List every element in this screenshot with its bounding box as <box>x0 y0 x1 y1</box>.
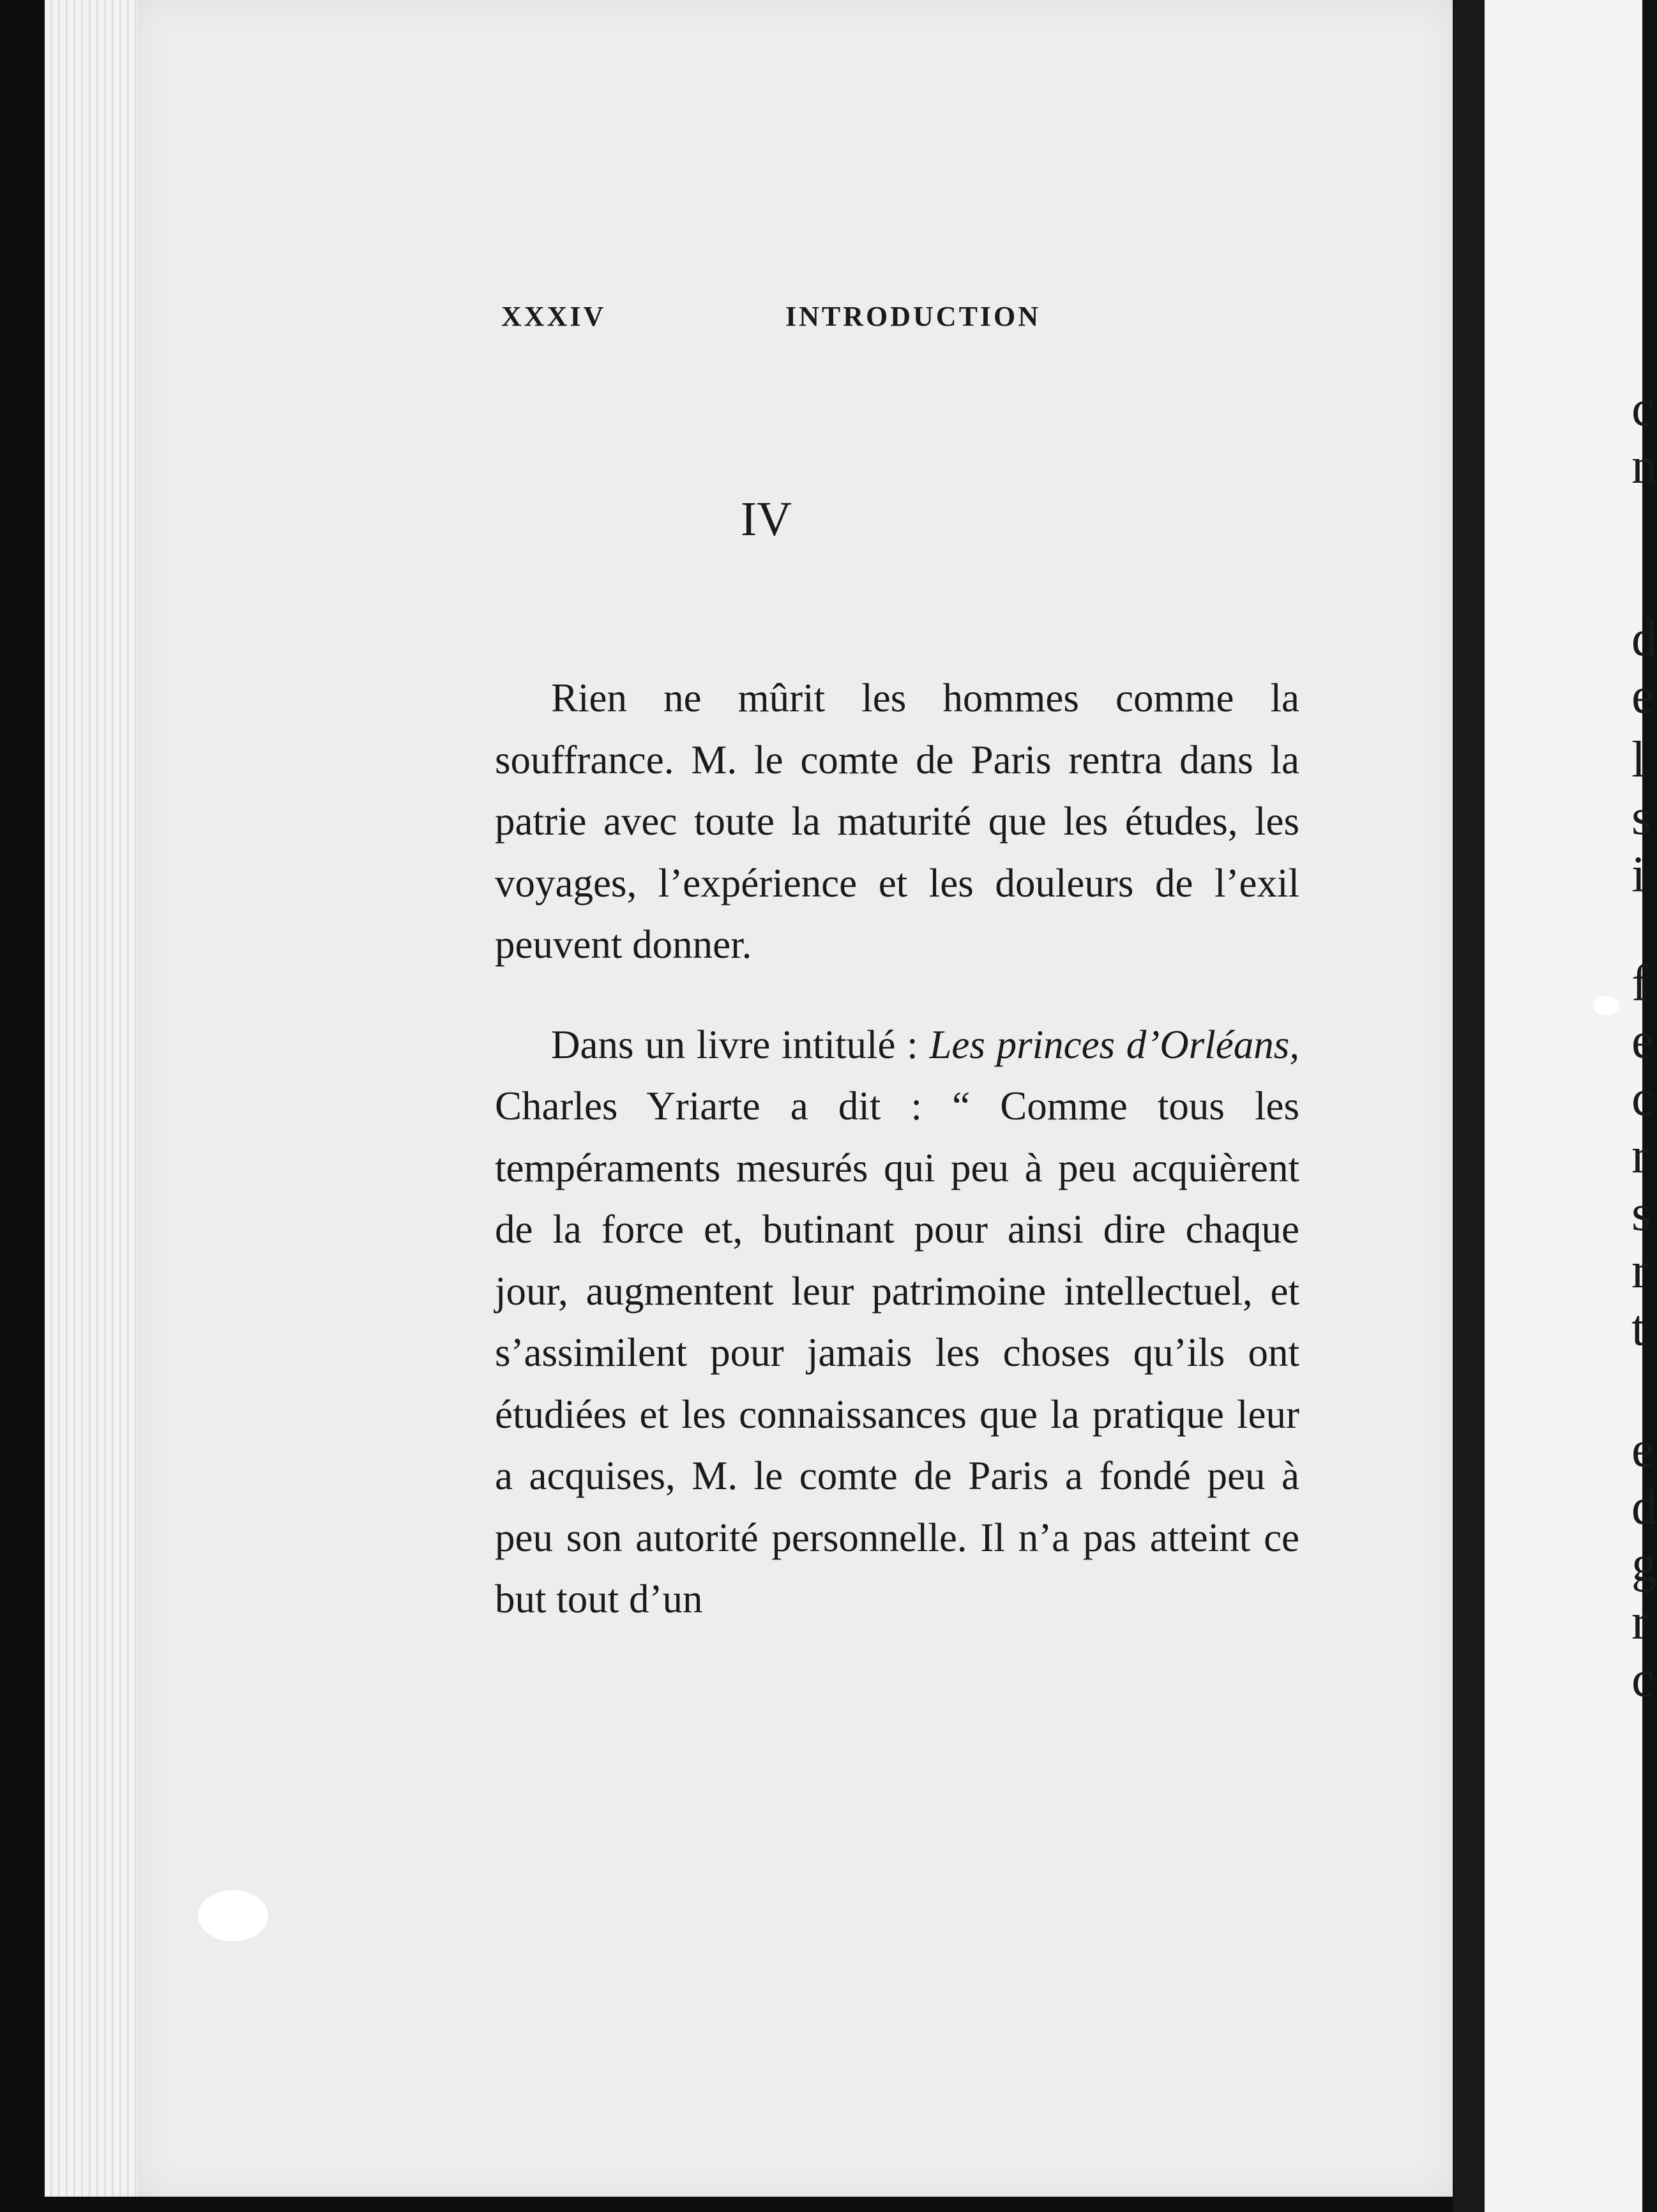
facing-page-fragment: s <box>1631 1185 1652 1241</box>
paper-blemish <box>1593 996 1619 1015</box>
facing-page-fragment: s <box>1631 789 1652 845</box>
paper-blemish <box>198 1890 268 1941</box>
book-title: Les princes d’Orléans, <box>929 1022 1299 1067</box>
facing-page-fragment: i <box>1631 847 1646 903</box>
page-edges <box>45 0 148 2197</box>
facing-page-fragment: r <box>1631 1594 1649 1650</box>
chapter-number: IV <box>740 492 792 546</box>
facing-page-edge <box>1485 0 1657 2212</box>
paragraph-text: Charles Yriarte a dit : “ Comme tous les tempéraments mesurés qui peu à peu acquièrent de la force et, butinant pour ainsi dire chaque jour, augmentent leur patrimoine intellectuel, et s’assimilent pour jamais les choses qu’ils ont étudiées et les connaissances que la pratique leur a acquises, M. le comte de Paris a fondé peu à peu son autorité personnelle. Il n’a pas atteint ce but tout d’un <box>495 1084 1299 1621</box>
facing-page-fragment: f <box>1631 955 1649 1011</box>
facing-page-fragment: e <box>1631 1013 1654 1069</box>
facing-page-fragment: t <box>1631 1300 1646 1356</box>
paragraph-text: Dans un livre intitulé : <box>551 1022 930 1067</box>
facing-page-fragment: e <box>1631 1421 1654 1478</box>
facing-page-fragment: d <box>1631 610 1657 667</box>
running-header <box>501 300 1041 345</box>
page-number: XXXIV <box>501 301 607 332</box>
facing-page-fragment: c <box>1631 381 1654 437</box>
facing-page-fragment: e <box>1631 668 1654 724</box>
facing-page-fragment: c <box>1631 1070 1654 1126</box>
paragraph: Rien ne mûrit les hommes comme la souffrance. M. le comte de Paris rentra dans la patrie avec toute la maturité que les études, les voyages, l’expérience et les douleurs de l’exil peuvent donner. <box>495 676 1299 967</box>
facing-page-fragment: d <box>1631 1479 1657 1535</box>
facing-page-fragment: n <box>1631 438 1657 494</box>
facing-page-fragment: r <box>1631 1243 1649 1299</box>
facing-page-fragment: r <box>1631 1128 1649 1184</box>
binding-gutter <box>1453 0 1485 2212</box>
facing-page-fragment: c <box>1631 1651 1654 1708</box>
running-title: INTRODUCTION <box>785 301 1041 332</box>
body-text <box>495 667 1299 1630</box>
facing-page-fragment: l <box>1631 732 1646 788</box>
paragraph <box>495 1014 1299 1630</box>
facing-page-fragment: g <box>1631 1536 1657 1593</box>
